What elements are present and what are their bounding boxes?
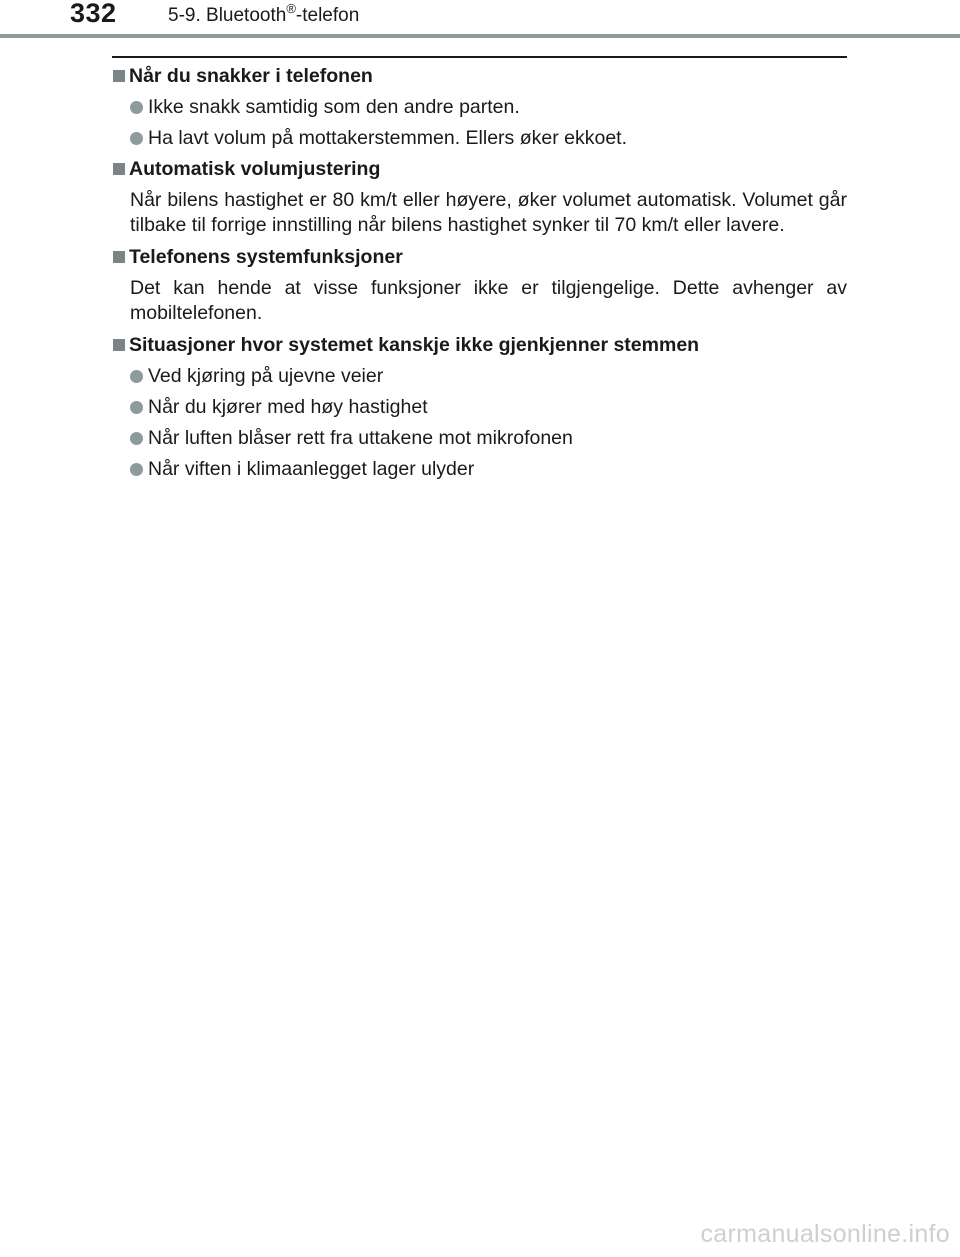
content-top-rule	[112, 56, 847, 58]
heading-text: Telefonens systemfunksjoner	[129, 246, 403, 268]
list-item-text: Ha lavt volum på mottakerstemmen. Ellers øker ekkoet.	[148, 127, 627, 149]
heading-text: Automatisk volumjustering	[129, 158, 381, 180]
list-item	[112, 457, 847, 482]
list-item-text: Ikke snakk samtidig som den andre parten.	[148, 96, 520, 118]
section-title-prefix: 5-9. Bluetooth	[168, 5, 287, 26]
circle-bullet-icon	[130, 401, 143, 414]
list-item-text: Ved kjøring på ujevne veier	[148, 365, 384, 387]
list-item	[112, 395, 847, 420]
list-item	[112, 95, 847, 120]
list-item-text: Når viften i klimaanlegget lager ulyder	[148, 458, 475, 480]
section-title	[168, 1, 360, 27]
circle-bullet-icon	[130, 370, 143, 383]
circle-bullet-icon	[130, 101, 143, 114]
section-heading	[112, 245, 847, 270]
header-rule	[0, 34, 960, 38]
page-number: 332	[70, 0, 117, 28]
section-heading	[112, 64, 847, 89]
list-item-text: Når du kjører med høy hastighet	[148, 396, 428, 418]
square-bullet-icon	[113, 70, 125, 82]
circle-bullet-icon	[130, 463, 143, 476]
list-item	[112, 126, 847, 151]
square-bullet-icon	[113, 163, 125, 175]
list-item-text: Når luften blåser rett fra uttakene mot mikrofonen	[148, 427, 573, 449]
section-heading	[112, 333, 847, 358]
square-bullet-icon	[113, 339, 125, 351]
page-header	[0, 0, 960, 40]
circle-bullet-icon	[130, 132, 143, 145]
footer-watermark: carmanualsonline.info	[700, 1220, 950, 1248]
registered-mark: ®	[286, 1, 296, 16]
paragraph: Når bilens hastighet er 80 km/t eller høyere, øker volumet automatisk. Volumet går tilbake til forrige innstilling når bilens hastighet synker til 70 km/t eller lavere.	[130, 189, 847, 236]
square-bullet-icon	[113, 251, 125, 263]
circle-bullet-icon	[130, 432, 143, 445]
section-title-suffix: -telefon	[295, 5, 360, 26]
heading-text: Når du snakker i telefonen	[129, 65, 373, 87]
section-heading	[112, 157, 847, 182]
page-content	[112, 64, 847, 482]
paragraph: Det kan hende at visse funksjoner ikke er tilgjengelige. Dette avhenger av mobiltelefonen.	[130, 277, 847, 324]
list-item	[112, 426, 847, 451]
heading-text: Situasjoner hvor systemet kanskje ikke gjenkjenner stemmen	[129, 334, 700, 356]
list-item	[112, 364, 847, 389]
